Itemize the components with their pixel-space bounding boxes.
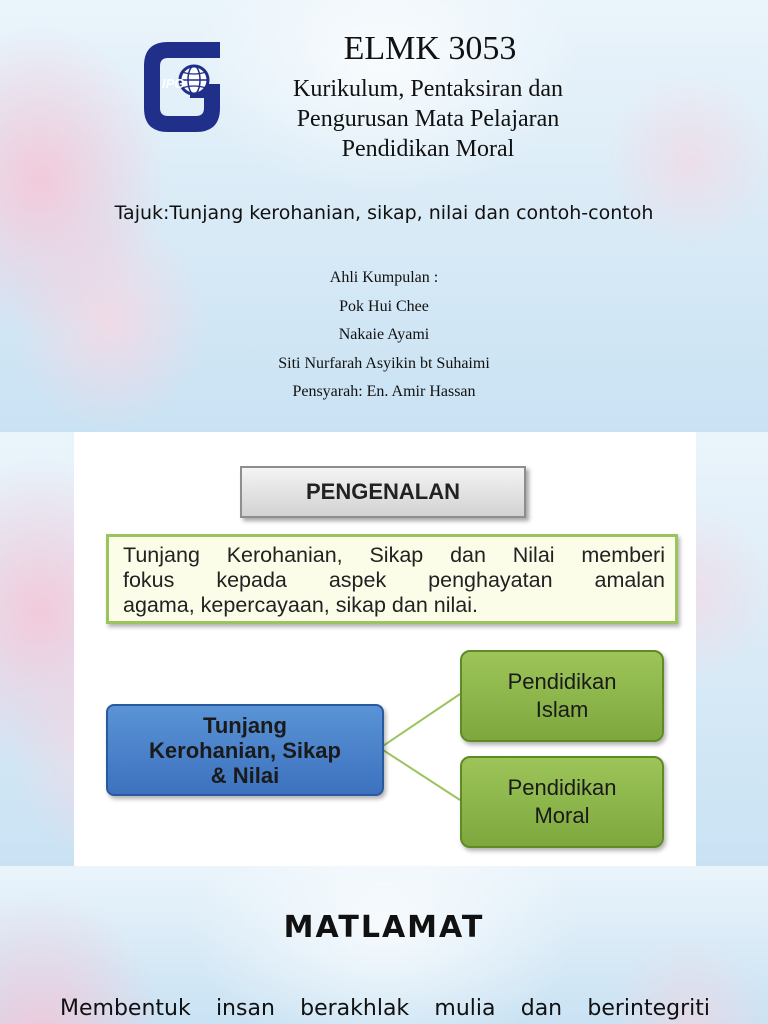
members-heading: Ahli Kumpulan : (329, 269, 439, 286)
introduction-panel (74, 432, 696, 866)
course-code: ELMK 3053 (343, 30, 517, 67)
course-title-line: Pengurusan Mata Pelajaran (296, 106, 560, 132)
branch-label-line: Pendidikan (507, 775, 617, 800)
description-line: fokus kepada aspek penghayatan amalan (123, 568, 665, 592)
core-concept-box (106, 704, 384, 796)
lecturer-name: Pensyarah: En. Amir Hassan (292, 383, 476, 400)
course-title-line: Pendidikan Moral (341, 136, 515, 162)
group-members (234, 264, 534, 407)
member-name: Siti Nurfarah Asyikin bt Suhaimi (278, 354, 490, 372)
aim-text: Membentuk insan berakhlak mulia dan berintegriti (60, 996, 710, 1021)
branch-label-line: Pendidikan (507, 669, 617, 694)
aim-heading: MATLAMAT (283, 910, 485, 945)
branch-islam-box (460, 650, 664, 742)
member-name: Nakaie Ayami (338, 326, 430, 343)
branch-moral-box (460, 756, 664, 848)
description-line: Tunjang Kerohanian, Sikap dan Nilai memberi (123, 543, 665, 567)
core-concept-line: & Nilai (210, 762, 280, 788)
logo-text: IPG (162, 76, 185, 91)
branch-label-line: Moral (534, 803, 590, 828)
core-concept-line: Tunjang (203, 712, 287, 738)
core-concept-line: Kerohanian, Sikap (149, 737, 341, 763)
title-slide (0, 0, 768, 432)
course-title (228, 74, 628, 164)
introduction-heading: PENGENALAN (240, 466, 526, 518)
introduction-slide (0, 432, 768, 866)
aim-slide (0, 866, 768, 1024)
topic-title: Tajuk:Tunjang kerohanian, sikap, nilai dan contoh-contoh (114, 202, 654, 224)
description-line: agama, kepercayaan, sikap dan nilai. (123, 593, 478, 617)
member-name: Pok Hui Chee (339, 297, 429, 315)
branch-label-line: Islam (535, 697, 589, 722)
course-title-line: Kurikulum, Pentaksiran dan (293, 76, 563, 102)
